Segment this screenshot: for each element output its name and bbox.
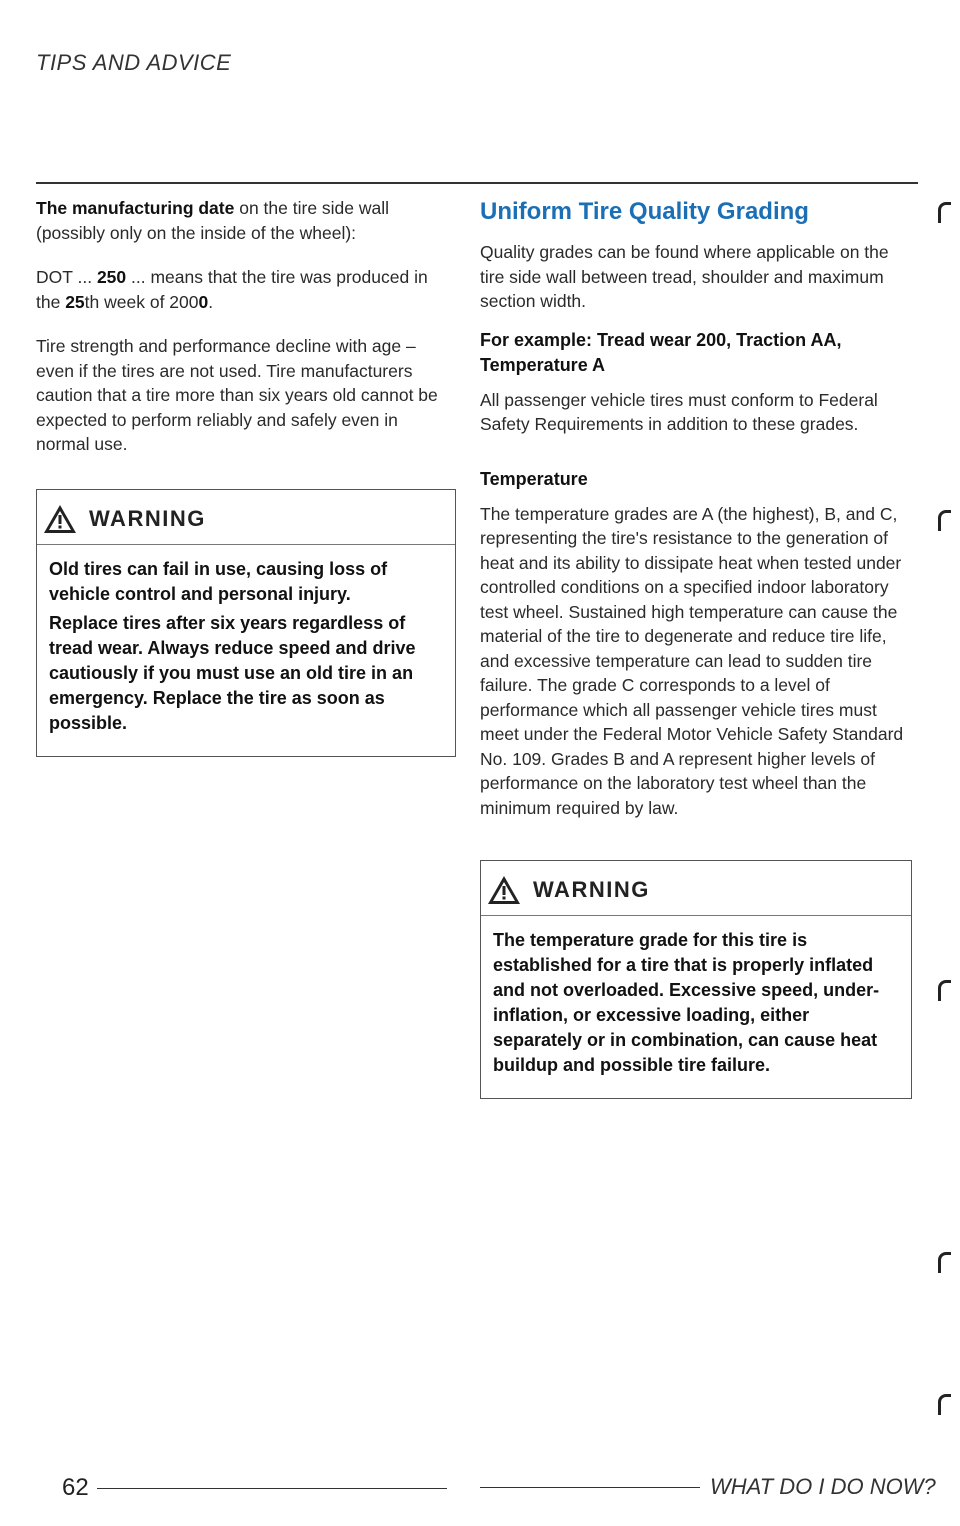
- page-number: 62: [62, 1474, 89, 1501]
- utqg-intro-paragraph: Quality grades can be found where applicable on the tire side wall between tread, shoulder and maximum section width.: [480, 242, 889, 311]
- dot-code-text: ... means that the tire was produced in the: [36, 267, 428, 312]
- warning-header: [37, 490, 455, 545]
- margin-marker: [938, 510, 951, 531]
- temperature-heading: Temperature: [480, 468, 588, 489]
- week-text: th week of 200: [84, 291, 199, 312]
- warning-triangle-icon: [43, 504, 77, 534]
- year-digit: 0: [198, 291, 209, 312]
- warning-box-temperature: [480, 860, 912, 1099]
- warning-text-1: Old tires can fail in use, causing loss of vehicle control and personal injury.: [49, 558, 388, 604]
- warning-body: [481, 916, 911, 1098]
- manufacturing-date-text: on the tire side wall (possibly only on the inside of the wheel):: [36, 198, 390, 243]
- temperature-paragraph: The temperature grades are A (the highest), B, and C, representing the tire's resistance to the generation of heat and its ability to dissipate heat when tested under controlled conditions on a specified indoor laboratory test wheel. Sustained high temperature can cause the material of the tire to degenerate and reduce tire life, and excessive temperature can lead to sudden tire failure. The grade C corresponds to a level of performance which all passenger vehicle tires must meet under the Federal Motor Vehicle Safety Standard No. 109. Grades B and A represent higher levels of performance on the laboratory test wheel than the minimum required by law.: [480, 503, 904, 818]
- section-heading-utqg: Uniform Tire Quality Grading: [480, 198, 809, 225]
- federal-requirements-paragraph: All passenger vehicle tires must conform to Federal Safety Requirements in addition to these grades.: [480, 389, 878, 434]
- manufacturing-date-term: The manufacturing date: [36, 198, 235, 218]
- page-header: TIPS AND ADVICE: [36, 50, 232, 75]
- warning-header: [481, 861, 911, 916]
- warning-body: [37, 545, 455, 756]
- left-column: [36, 196, 456, 757]
- tire-age-paragraph: Tire strength and performance decline with age – even if the tires are not used. Tire manufacturers caution that a tire more than six years old cannot be expected to perform reliably and safely even in normal use.: [36, 336, 438, 454]
- dot-code-paragraph: [36, 265, 456, 314]
- warning-title: WARNING: [533, 877, 650, 902]
- right-column: [480, 196, 912, 1099]
- warning-title: WARNING: [89, 505, 206, 531]
- dot-code-number: 250: [96, 267, 127, 287]
- dot-prefix: DOT ...: [36, 267, 97, 287]
- footer-left: [62, 1474, 447, 1502]
- example-heading: For example: Tread wear 200, Traction AA, Temperature A: [480, 329, 842, 375]
- margin-marker: [938, 202, 951, 223]
- margin-marker: [938, 1394, 951, 1415]
- margin-marker: [938, 980, 951, 1001]
- warning-text-2: Replace tires after six years regardless of tread wear. Always reduce speed and drive cautiously if you must use an old tire in an emergency. Replace the tire as soon as possible.: [49, 612, 416, 733]
- warning-text-1: The temperature grade for this tire is established for a tire that is properly inflated and not overloaded. Excessive speed, under-inflation, or excessive loading, either separately or in combination, can cause heat buildup and possible tire failure.: [493, 930, 880, 1075]
- footer-rule-right: [480, 1487, 700, 1488]
- warning-box-old-tires: [36, 489, 456, 757]
- manufacturing-date-paragraph: [36, 196, 456, 245]
- footer-rule-left: [97, 1488, 447, 1489]
- period: .: [208, 291, 214, 312]
- week-number: 25: [65, 291, 85, 312]
- footer-title: WHAT DO I DO NOW?: [710, 1474, 936, 1499]
- margin-marker: [938, 1252, 951, 1273]
- footer-right: [480, 1474, 936, 1500]
- top-divider: [36, 182, 918, 184]
- warning-triangle-icon: [487, 875, 521, 905]
